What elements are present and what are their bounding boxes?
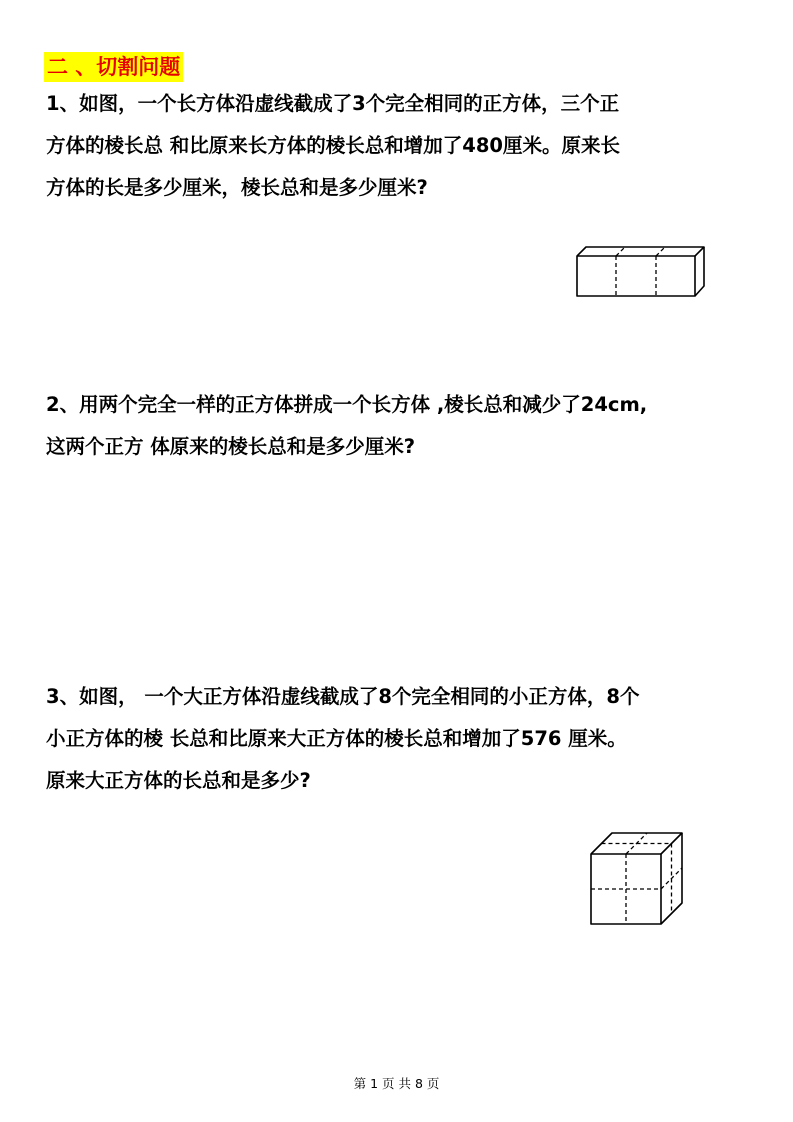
page-footer: 第 1 页 共 8 页 xyxy=(353,1076,440,1091)
problem-1-line-2: 方体的棱长总 和比原来长方体的棱长总和增加了480厘米。原来长 xyxy=(46,134,620,157)
cuboid-split-into-3-cubes-icon xyxy=(570,240,710,302)
problem-1 xyxy=(46,83,752,209)
problem-3-line-2: 小正方体的棱 长总和比原来大正方体的棱长总和增加了576 厘米。 xyxy=(46,727,627,750)
problem-3-line-1: 3、如图， 一个大正方体沿虚线截成了8个完全相同的小正方体，8个 xyxy=(46,685,640,708)
section-title: 二 、切割问题 xyxy=(44,52,183,82)
problem-2 xyxy=(46,384,752,468)
problem-1-line-1: 1、如图，一个长方体沿虚线截成了3个完全相同的正方体，三个正 xyxy=(46,92,620,115)
problem-3 xyxy=(46,676,752,802)
problem-2-line-1: 2、用两个完全一样的正方体拼成一个长方体 ,棱长总和减少了24cm, xyxy=(46,393,648,416)
problem-3-line-3: 原来大正方体的长总和是多少? xyxy=(46,769,311,792)
cube-split-into-8-cubes-icon xyxy=(584,826,688,930)
problem-1-line-3: 方体的长是多少厘米，棱长总和是多少厘米? xyxy=(46,176,428,199)
problem-2-line-2: 这两个正方 体原来的棱长总和是多少厘米? xyxy=(46,435,416,458)
